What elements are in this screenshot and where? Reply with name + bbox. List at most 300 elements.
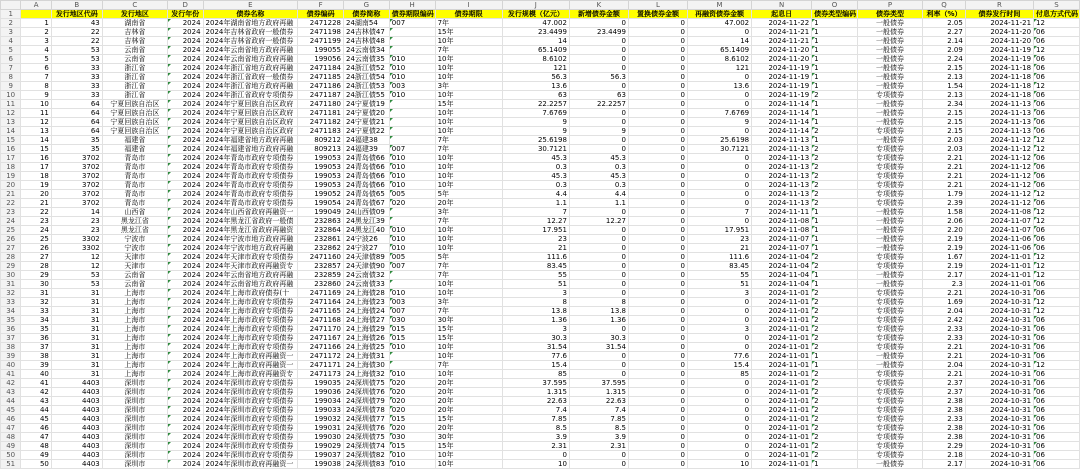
table-cell[interactable]: 2024 xyxy=(167,298,203,307)
table-cell[interactable]: 010 xyxy=(389,235,435,244)
table-cell[interactable]: 2471182 xyxy=(298,118,344,127)
column-header-p[interactable]: P xyxy=(857,1,922,10)
table-cell[interactable]: 2.06 xyxy=(923,217,966,226)
table-cell[interactable] xyxy=(389,127,435,136)
table-cell[interactable]: 专项债券 xyxy=(857,433,922,442)
table-cell[interactable]: 0 xyxy=(628,28,687,37)
table-cell[interactable]: 2471228 xyxy=(298,19,344,28)
table-cell[interactable]: 6 xyxy=(21,64,52,73)
table-cell[interactable]: 2024年深圳市政府专项债券 xyxy=(203,451,298,460)
table-cell[interactable]: 宁夏回族自治区 xyxy=(102,109,167,118)
table-cell[interactable]: 2.21 xyxy=(923,172,966,181)
table-cell[interactable]: 0 xyxy=(687,127,751,136)
table-cell[interactable]: 38 xyxy=(21,352,52,361)
table-cell[interactable]: 0 xyxy=(569,361,628,370)
table-cell[interactable]: 24宁夏债19 xyxy=(343,100,389,109)
table-cell[interactable]: 2024 xyxy=(167,262,203,271)
table-cell[interactable]: 0 xyxy=(569,19,628,28)
table-cell[interactable]: 31 xyxy=(51,316,102,325)
table-cell[interactable]: 199055 xyxy=(298,46,344,55)
table-cell[interactable]: 232864 xyxy=(298,226,344,235)
table-cell[interactable]: 45 xyxy=(21,415,52,424)
table-cell[interactable]: 2024年云南省地方政府再融 xyxy=(203,46,298,55)
table-cell[interactable]: 专项债券 xyxy=(857,334,922,343)
table-cell[interactable]: 浙江省 xyxy=(102,73,167,82)
table-cell[interactable]: 0 xyxy=(628,181,687,190)
table-cell[interactable]: 3702 xyxy=(51,181,102,190)
table-cell[interactable]: 24青岛债66 xyxy=(343,172,389,181)
column-header-f[interactable]: F xyxy=(298,1,344,10)
table-cell[interactable]: 3702 xyxy=(51,172,102,181)
table-cell[interactable]: 1 xyxy=(812,361,858,370)
table-cell[interactable]: 63 xyxy=(502,91,569,100)
table-cell[interactable] xyxy=(389,217,435,226)
table-cell[interactable]: 1 xyxy=(812,208,858,217)
table-cell[interactable]: 56.3 xyxy=(569,73,628,82)
table-cell[interactable]: 10年 xyxy=(435,73,502,82)
table-cell[interactable]: 2024-11-12 xyxy=(965,145,1033,154)
table-cell[interactable]: 2024年青岛市政府专项债券 xyxy=(203,154,298,163)
table-cell[interactable]: 31 xyxy=(51,298,102,307)
table-cell[interactable]: 上海市 xyxy=(102,352,167,361)
row-number[interactable]: 15 xyxy=(1,136,21,145)
table-cell[interactable]: 06 xyxy=(1034,199,1080,208)
table-cell[interactable]: 1.36 xyxy=(502,316,569,325)
field-header-cell[interactable] xyxy=(21,10,52,19)
table-cell[interactable]: 2024-11-12 xyxy=(965,190,1033,199)
table-cell[interactable]: 9 xyxy=(687,118,751,127)
table-cell[interactable]: 06 xyxy=(1034,343,1080,352)
table-cell[interactable]: 3 xyxy=(687,289,751,298)
table-cell[interactable]: 青岛市 xyxy=(102,190,167,199)
table-cell[interactable]: 199030 xyxy=(298,433,344,442)
table-cell[interactable]: 上海市 xyxy=(102,370,167,379)
table-cell[interactable]: 51 xyxy=(687,280,751,289)
table-cell[interactable] xyxy=(389,208,435,217)
table-cell[interactable]: 06 xyxy=(1034,181,1080,190)
table-cell[interactable]: 湖南省 xyxy=(102,19,167,28)
table-cell[interactable]: 专项债券 xyxy=(857,415,922,424)
table-cell[interactable]: 上海市 xyxy=(102,289,167,298)
row-number[interactable]: 1 xyxy=(1,10,21,19)
table-cell[interactable]: 2.21 xyxy=(923,289,966,298)
table-cell[interactable]: 9 xyxy=(502,118,569,127)
table-cell[interactable]: 2471184 xyxy=(298,64,344,73)
column-header-j[interactable]: J xyxy=(502,1,569,10)
table-cell[interactable]: 31 xyxy=(51,334,102,343)
table-cell[interactable]: 0 xyxy=(628,262,687,271)
table-cell[interactable]: 2024 xyxy=(167,280,203,289)
table-cell[interactable]: 2.21 xyxy=(923,163,966,172)
table-cell[interactable]: 2 xyxy=(812,307,858,316)
table-cell[interactable]: 010 xyxy=(389,154,435,163)
table-cell[interactable]: 1.315 xyxy=(502,388,569,397)
table-cell[interactable]: 青岛市 xyxy=(102,172,167,181)
table-cell[interactable]: 专项债券 xyxy=(857,424,922,433)
table-cell[interactable]: 1 xyxy=(812,235,858,244)
table-cell[interactable]: 深圳市 xyxy=(102,424,167,433)
table-cell[interactable]: 0 xyxy=(628,343,687,352)
table-cell[interactable]: 3702 xyxy=(51,199,102,208)
table-cell[interactable]: 2024-11-01 xyxy=(752,361,812,370)
table-cell[interactable]: 015 xyxy=(389,415,435,424)
table-cell[interactable]: 13.6 xyxy=(687,82,751,91)
table-cell[interactable]: 43 xyxy=(51,19,102,28)
table-cell[interactable] xyxy=(389,352,435,361)
table-cell[interactable]: 2471198 xyxy=(298,28,344,37)
table-cell[interactable]: 0 xyxy=(628,199,687,208)
table-cell[interactable]: 22 xyxy=(51,37,102,46)
table-cell[interactable]: 专项债券 xyxy=(857,289,922,298)
table-cell[interactable]: 2471164 xyxy=(298,298,344,307)
table-cell[interactable]: 2024 xyxy=(167,271,203,280)
table-cell[interactable]: 199029 xyxy=(298,442,344,451)
table-cell[interactable]: 06 xyxy=(1034,325,1080,334)
table-cell[interactable]: 青岛市 xyxy=(102,154,167,163)
table-cell[interactable]: 14 xyxy=(502,37,569,46)
table-cell[interactable]: 06 xyxy=(1034,280,1080,289)
table-cell[interactable]: 2.15 xyxy=(923,64,966,73)
row-number[interactable]: 51 xyxy=(1,460,21,469)
row-number[interactable]: 36 xyxy=(1,325,21,334)
table-cell[interactable]: 0 xyxy=(569,226,628,235)
table-cell[interactable]: 1.54 xyxy=(923,82,966,91)
table-cell[interactable]: 2024年深圳市政府再融资一 xyxy=(203,460,298,469)
table-cell[interactable]: 2471170 xyxy=(298,325,344,334)
table-cell[interactable]: 宁夏回族自治区 xyxy=(102,100,167,109)
table-cell[interactable]: 7.4 xyxy=(569,406,628,415)
row-number[interactable]: 21 xyxy=(1,190,21,199)
table-cell[interactable]: 2024 xyxy=(167,361,203,370)
table-cell[interactable]: 云南省 xyxy=(102,280,167,289)
table-cell[interactable]: 2471160 xyxy=(298,253,344,262)
table-cell[interactable]: 0 xyxy=(569,253,628,262)
table-cell[interactable]: 19 xyxy=(21,181,52,190)
table-cell[interactable]: 专项债券 xyxy=(857,145,922,154)
table-cell[interactable]: 24上海债23 xyxy=(343,298,389,307)
table-cell[interactable]: 31 xyxy=(51,307,102,316)
table-cell[interactable]: 007 xyxy=(389,262,435,271)
table-cell[interactable]: 24吉林债48 xyxy=(343,37,389,46)
table-cell[interactable]: 7年 xyxy=(435,217,502,226)
table-cell[interactable]: 24云南债32 xyxy=(343,271,389,280)
table-cell[interactable]: 45.3 xyxy=(502,154,569,163)
table-cell[interactable]: 13 xyxy=(21,127,52,136)
row-number[interactable]: 12 xyxy=(1,109,21,118)
table-cell[interactable]: 06 xyxy=(1034,406,1080,415)
table-cell[interactable]: 10年 xyxy=(435,244,502,253)
table-cell[interactable]: 2024 xyxy=(167,253,203,262)
table-cell[interactable]: 3 xyxy=(502,325,569,334)
table-cell[interactable]: 0 xyxy=(628,127,687,136)
field-header-cell[interactable]: 新增债券金额 xyxy=(569,10,628,19)
table-cell[interactable]: 2024年山西省政府再融资一 xyxy=(203,208,298,217)
table-cell[interactable]: 0 xyxy=(628,307,687,316)
table-cell[interactable]: 4403 xyxy=(51,415,102,424)
table-cell[interactable]: 53 xyxy=(51,271,102,280)
table-cell[interactable]: 3302 xyxy=(51,235,102,244)
field-header-cell[interactable]: 发行地区 xyxy=(102,10,167,19)
table-cell[interactable]: 2024年深圳市政府专项债券 xyxy=(203,424,298,433)
table-cell[interactable]: 06 xyxy=(1034,172,1080,181)
row-number[interactable]: 25 xyxy=(1,226,21,235)
table-cell[interactable]: 0 xyxy=(628,190,687,199)
table-cell[interactable]: 2024年天津市政府专项债券 xyxy=(203,253,298,262)
table-cell[interactable]: 宁波市 xyxy=(102,244,167,253)
row-number[interactable]: 8 xyxy=(1,73,21,82)
table-cell[interactable]: 0 xyxy=(628,82,687,91)
table-cell[interactable]: 24宁波26 xyxy=(343,235,389,244)
table-cell[interactable]: 232863 xyxy=(298,217,344,226)
row-number[interactable]: 27 xyxy=(1,244,21,253)
table-cell[interactable]: 23.4499 xyxy=(502,28,569,37)
row-number[interactable]: 28 xyxy=(1,253,21,262)
table-cell[interactable]: 2024 xyxy=(167,55,203,64)
table-cell[interactable]: 2024年深圳市政府专项债券 xyxy=(203,379,298,388)
table-cell[interactable]: 2 xyxy=(812,154,858,163)
table-cell[interactable]: 0 xyxy=(628,388,687,397)
table-cell[interactable]: 199052 xyxy=(298,190,344,199)
table-cell[interactable]: 1 xyxy=(812,226,858,235)
table-cell[interactable]: 24天津债89 xyxy=(343,253,389,262)
table-cell[interactable]: 2024-11-13 xyxy=(965,118,1033,127)
table-cell[interactable]: 2024年上海市政府再融资一 xyxy=(203,361,298,370)
table-cell[interactable]: 2.37 xyxy=(923,388,966,397)
table-cell[interactable]: 一般债券 xyxy=(857,136,922,145)
table-cell[interactable]: 10年 xyxy=(435,226,502,235)
table-cell[interactable]: 24湖南54 xyxy=(343,19,389,28)
table-cell[interactable]: 0 xyxy=(687,397,751,406)
table-cell[interactable]: 33 xyxy=(51,82,102,91)
table-cell[interactable]: 7.85 xyxy=(502,415,569,424)
table-cell[interactable]: 14 xyxy=(51,208,102,217)
table-cell[interactable]: 一般债券 xyxy=(857,352,922,361)
table-cell[interactable]: 2024-11-12 xyxy=(965,154,1033,163)
table-cell[interactable]: 2024年上海市政府专项债券 xyxy=(203,316,298,325)
table-cell[interactable]: 2 xyxy=(812,415,858,424)
table-cell[interactable]: 2024 xyxy=(167,154,203,163)
table-cell[interactable]: 2024-11-04 xyxy=(752,271,812,280)
table-cell[interactable]: 06 xyxy=(1034,244,1080,253)
table-cell[interactable]: 47 xyxy=(21,433,52,442)
table-cell[interactable]: 2024 xyxy=(167,397,203,406)
table-cell[interactable]: 111.6 xyxy=(687,253,751,262)
table-cell[interactable]: 63 xyxy=(569,91,628,100)
table-cell[interactable]: 1 xyxy=(812,55,858,64)
table-cell[interactable]: 4403 xyxy=(51,388,102,397)
table-cell[interactable]: 1 xyxy=(21,19,52,28)
table-cell[interactable]: 2 xyxy=(812,253,858,262)
table-cell[interactable]: 2024年深圳市政府专项债券 xyxy=(203,442,298,451)
table-cell[interactable]: 2024 xyxy=(167,343,203,352)
table-cell[interactable]: 24上海债30 xyxy=(343,361,389,370)
table-cell[interactable]: 2471167 xyxy=(298,334,344,343)
table-cell[interactable]: 10年 xyxy=(435,154,502,163)
table-cell[interactable]: 青岛市 xyxy=(102,163,167,172)
table-cell[interactable]: 65.1409 xyxy=(687,46,751,55)
table-cell[interactable]: 34 xyxy=(21,316,52,325)
table-cell[interactable]: 1 xyxy=(812,73,858,82)
table-cell[interactable]: 一般债券 xyxy=(857,46,922,55)
row-number[interactable]: 39 xyxy=(1,352,21,361)
table-cell[interactable]: 47.002 xyxy=(502,19,569,28)
table-cell[interactable]: 3.9 xyxy=(502,433,569,442)
table-cell[interactable]: 深圳市 xyxy=(102,415,167,424)
table-cell[interactable]: 2 xyxy=(812,388,858,397)
table-cell[interactable]: 一般债券 xyxy=(857,109,922,118)
row-number[interactable]: 6 xyxy=(1,55,21,64)
table-cell[interactable]: 24上海债24 xyxy=(343,307,389,316)
table-cell[interactable]: 12 xyxy=(1034,46,1080,55)
table-cell[interactable]: 2024-11-06 xyxy=(965,235,1033,244)
table-cell[interactable]: 2.03 xyxy=(923,136,966,145)
row-number[interactable]: 10 xyxy=(1,91,21,100)
table-cell[interactable]: 22 xyxy=(21,208,52,217)
table-cell[interactable]: 24上海债32 xyxy=(343,370,389,379)
table-cell[interactable]: 0 xyxy=(628,37,687,46)
table-cell[interactable]: 2024-11-13 xyxy=(965,109,1033,118)
table-cell[interactable]: 24黑龙江39 xyxy=(343,217,389,226)
table-cell[interactable]: 2 xyxy=(812,91,858,100)
table-cell[interactable]: 06 xyxy=(1034,154,1080,163)
table-cell[interactable]: 2471173 xyxy=(298,370,344,379)
table-cell[interactable]: 一般债券 xyxy=(857,361,922,370)
table-cell[interactable]: 2024-11-19 xyxy=(965,46,1033,55)
table-cell[interactable]: 003 xyxy=(389,298,435,307)
table-cell[interactable]: 2024-11-13 xyxy=(752,181,812,190)
table-cell[interactable]: 专项债券 xyxy=(857,172,922,181)
table-cell[interactable]: 0 xyxy=(569,271,628,280)
table-cell[interactable]: 020 xyxy=(389,388,435,397)
table-cell[interactable]: 2024年吉林省政府一般债券 xyxy=(203,37,298,46)
table-cell[interactable]: 2024 xyxy=(167,163,203,172)
table-cell[interactable]: 2.38 xyxy=(923,433,966,442)
table-cell[interactable]: 2.09 xyxy=(923,46,966,55)
row-number[interactable]: 49 xyxy=(1,442,21,451)
table-cell[interactable]: 22 xyxy=(51,28,102,37)
row-number[interactable]: 18 xyxy=(1,163,21,172)
table-cell[interactable]: 2024-11-01 xyxy=(752,316,812,325)
table-cell[interactable]: 007 xyxy=(389,307,435,316)
table-cell[interactable]: 10年 xyxy=(435,460,502,469)
table-cell[interactable]: 015 xyxy=(389,442,435,451)
table-cell[interactable]: 24浙江债55 xyxy=(343,91,389,100)
column-header-e[interactable]: E xyxy=(203,1,298,10)
table-cell[interactable]: 17.951 xyxy=(502,226,569,235)
row-number[interactable]: 44 xyxy=(1,397,21,406)
table-cell[interactable]: 45.3 xyxy=(502,172,569,181)
table-cell[interactable]: 06 xyxy=(1034,226,1080,235)
table-cell[interactable]: 0 xyxy=(569,55,628,64)
table-cell[interactable]: 10年 xyxy=(435,55,502,64)
table-cell[interactable]: 2.13 xyxy=(923,73,966,82)
row-number[interactable]: 5 xyxy=(1,46,21,55)
table-cell[interactable]: 2024-11-01 xyxy=(965,262,1033,271)
table-cell[interactable]: 1 xyxy=(812,280,858,289)
table-cell[interactable]: 2.27 xyxy=(923,28,966,37)
table-cell[interactable]: 31.54 xyxy=(569,343,628,352)
table-cell[interactable]: 0 xyxy=(569,64,628,73)
table-cell[interactable]: 2024年云南省地方政府再融 xyxy=(203,280,298,289)
table-cell[interactable]: 56.3 xyxy=(502,73,569,82)
table-cell[interactable]: 2024 xyxy=(167,82,203,91)
table-cell[interactable]: 2024-11-08 xyxy=(752,217,812,226)
table-cell[interactable]: 7.85 xyxy=(569,415,628,424)
table-cell[interactable]: 9 xyxy=(21,91,52,100)
table-cell[interactable]: 199035 xyxy=(298,379,344,388)
table-cell[interactable]: 0 xyxy=(628,235,687,244)
table-cell[interactable]: 2.04 xyxy=(923,361,966,370)
table-cell[interactable]: 53 xyxy=(51,55,102,64)
table-cell[interactable]: 06 xyxy=(1034,334,1080,343)
table-cell[interactable]: 2024-10-31 xyxy=(965,298,1033,307)
table-cell[interactable]: 20年 xyxy=(435,397,502,406)
table-cell[interactable]: 2471180 xyxy=(298,100,344,109)
table-cell[interactable]: 43 xyxy=(21,397,52,406)
table-cell[interactable]: 2 xyxy=(812,190,858,199)
table-cell[interactable]: 1 xyxy=(812,100,858,109)
table-cell[interactable]: 2024 xyxy=(167,46,203,55)
field-header-cell[interactable]: 发行规模（亿元） xyxy=(502,10,569,19)
table-cell[interactable]: 0 xyxy=(628,100,687,109)
table-cell[interactable]: 2024-10-31 xyxy=(965,343,1033,352)
table-cell[interactable]: 0 xyxy=(628,55,687,64)
table-cell[interactable]: 10年 xyxy=(435,127,502,136)
table-cell[interactable] xyxy=(389,136,435,145)
table-cell[interactable]: 199053 xyxy=(298,181,344,190)
table-cell[interactable]: 24上海债29 xyxy=(343,325,389,334)
table-cell[interactable]: 2024 xyxy=(167,352,203,361)
table-cell[interactable]: 黑龙江省 xyxy=(102,217,167,226)
table-cell[interactable]: 14 xyxy=(687,37,751,46)
table-cell[interactable]: 0 xyxy=(628,415,687,424)
column-header-o[interactable]: O xyxy=(812,1,858,10)
row-number[interactable]: 31 xyxy=(1,280,21,289)
table-cell[interactable]: 10年 xyxy=(435,109,502,118)
field-header-cell[interactable]: 发行年份 xyxy=(167,10,203,19)
table-cell[interactable]: 上海市 xyxy=(102,298,167,307)
table-cell[interactable]: 0 xyxy=(502,451,569,460)
table-cell[interactable]: 10 xyxy=(502,460,569,469)
row-number[interactable]: 11 xyxy=(1,100,21,109)
table-cell[interactable]: 20年 xyxy=(435,388,502,397)
table-cell[interactable]: 5年 xyxy=(435,253,502,262)
table-cell[interactable]: 2024-11-18 xyxy=(965,64,1033,73)
table-cell[interactable]: 上海市 xyxy=(102,307,167,316)
table-cell[interactable]: 37.595 xyxy=(502,379,569,388)
table-cell[interactable]: 1 xyxy=(812,244,858,253)
table-cell[interactable]: 12 xyxy=(21,118,52,127)
table-cell[interactable]: 2.24 xyxy=(923,55,966,64)
table-cell[interactable]: 4403 xyxy=(51,424,102,433)
table-cell[interactable]: 深圳市 xyxy=(102,451,167,460)
table-cell[interactable]: 24深圳债76 xyxy=(343,424,389,433)
table-cell[interactable]: 0 xyxy=(628,442,687,451)
table-cell[interactable]: 2.15 xyxy=(923,127,966,136)
table-cell[interactable]: 64 xyxy=(51,109,102,118)
row-number[interactable]: 29 xyxy=(1,262,21,271)
table-cell[interactable]: 2024年黑龙江省政府一般债 xyxy=(203,217,298,226)
table-cell[interactable]: 深圳市 xyxy=(102,442,167,451)
table-cell[interactable]: 30年 xyxy=(435,433,502,442)
table-cell[interactable]: 30.3 xyxy=(569,334,628,343)
table-cell[interactable]: 2024-11-01 xyxy=(752,406,812,415)
table-cell[interactable]: 30.7121 xyxy=(687,145,751,154)
table-cell[interactable]: 4403 xyxy=(51,460,102,469)
row-number[interactable]: 30 xyxy=(1,271,21,280)
table-cell[interactable]: 2024 xyxy=(167,64,203,73)
table-cell[interactable]: 2024 xyxy=(167,190,203,199)
